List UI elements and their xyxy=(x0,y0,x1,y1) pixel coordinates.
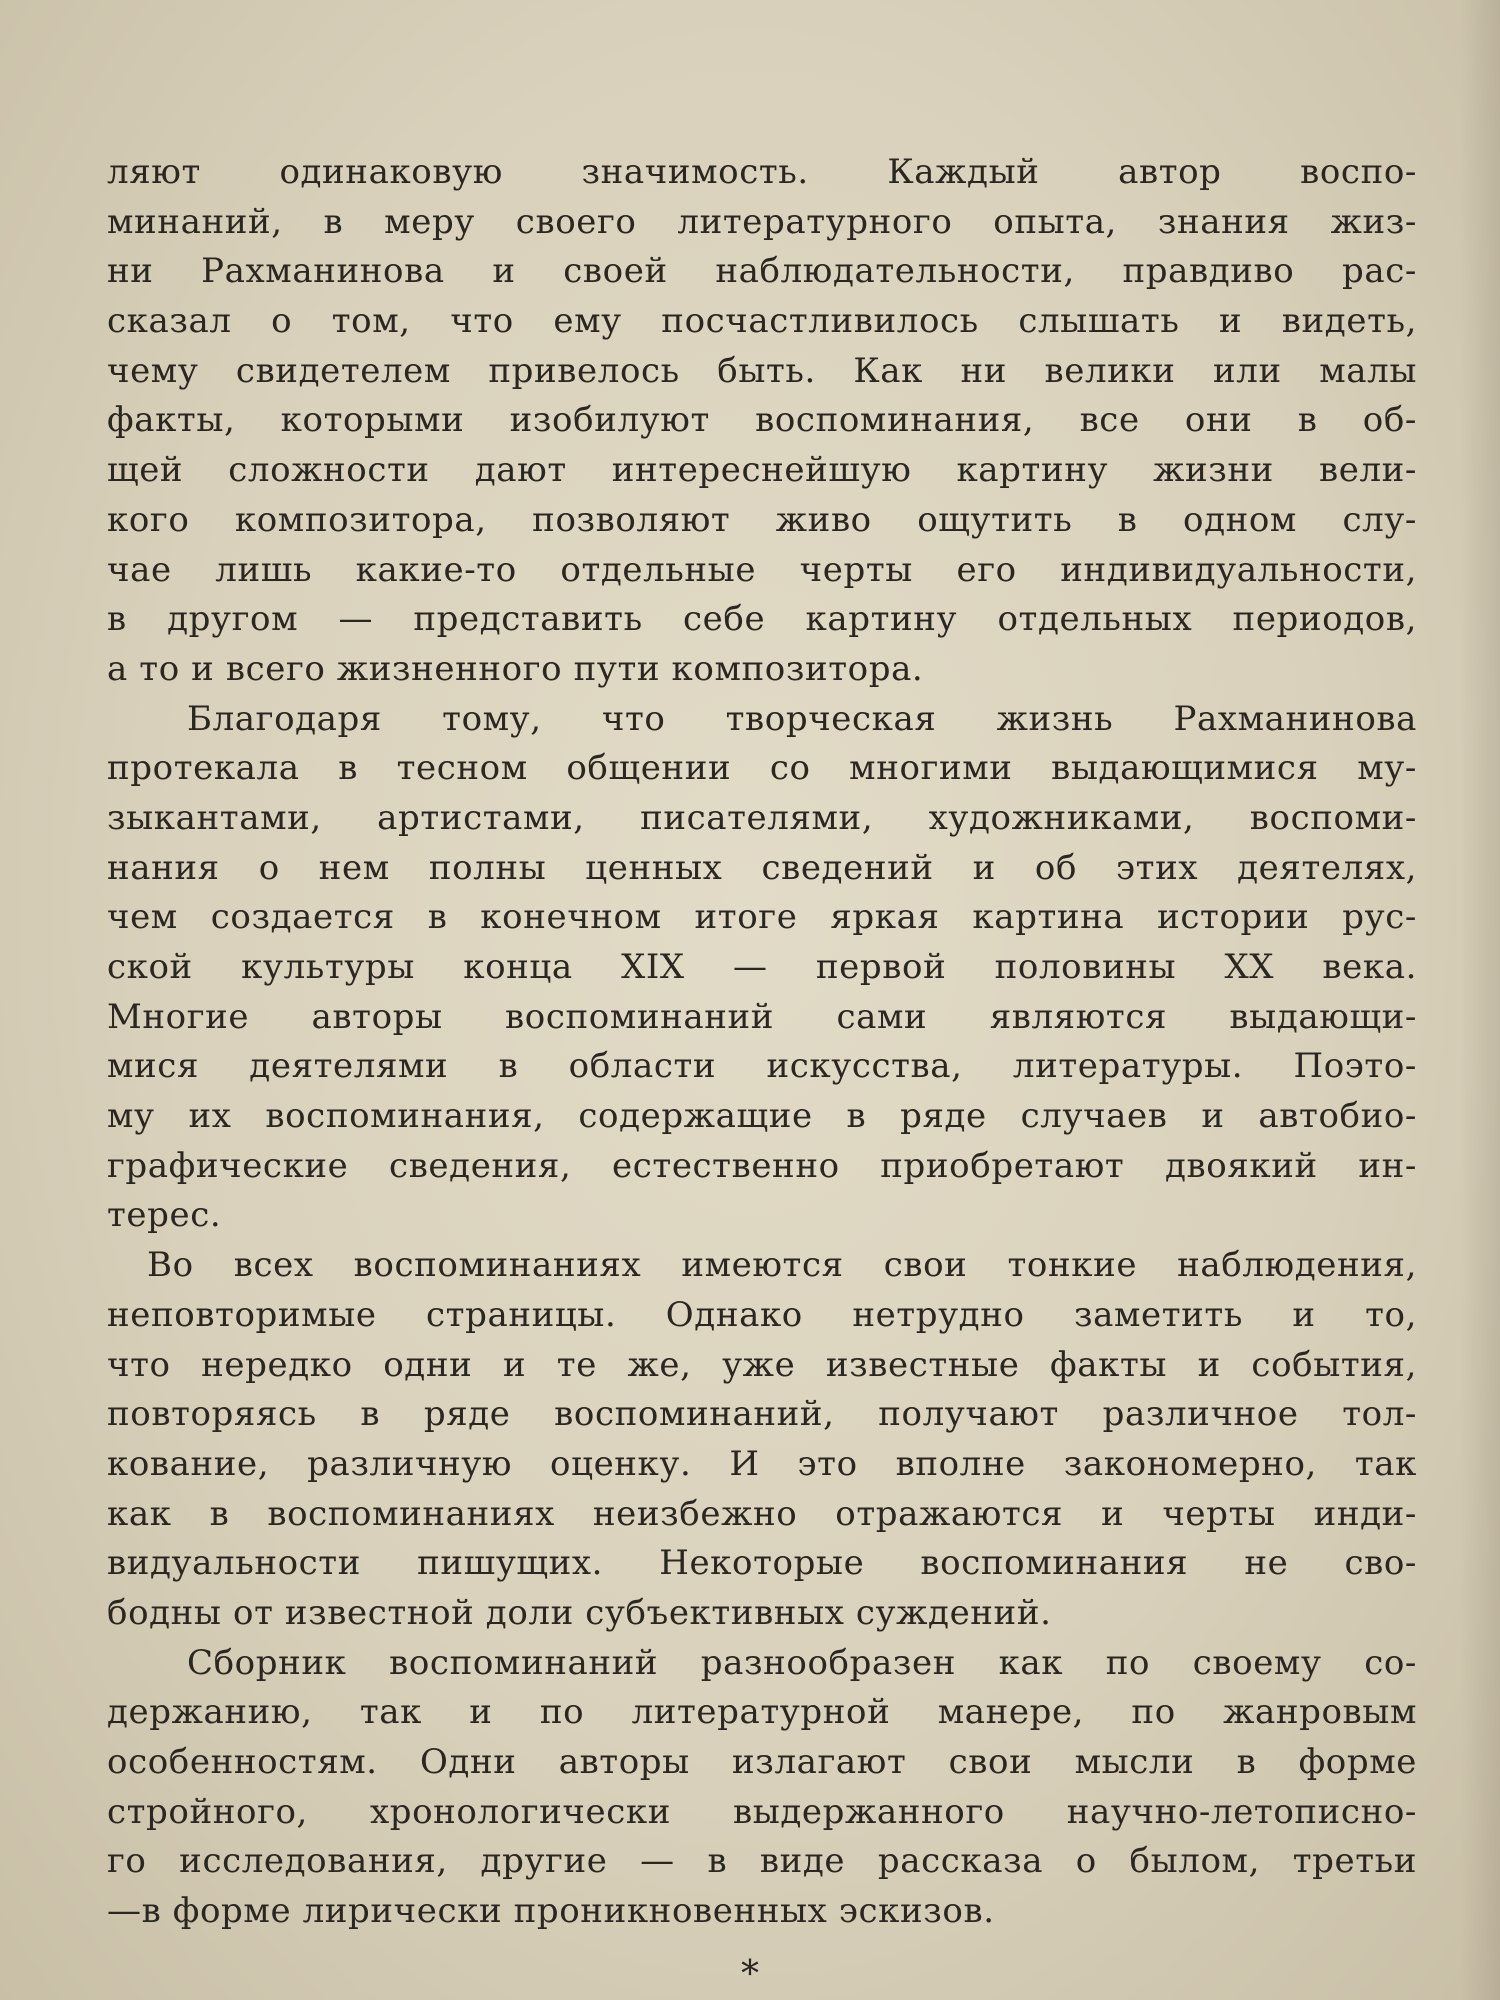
text-line: протекала в тесном общении со многими выдающимися му- xyxy=(107,748,1417,789)
text-line: ни Рахманинова и своей наблюдательности, правдиво рас- xyxy=(107,251,1417,292)
page-ornament: * xyxy=(741,1954,759,1995)
text-line: Многие авторы воспоминаний сами являются выдающи- xyxy=(107,996,1417,1037)
paragraph-2 xyxy=(107,695,1417,1242)
text-line: —в форме лирически проникновенных эскизов. xyxy=(107,1891,995,1932)
text-line: чему свидетелем привелось быть. Как ни велики или малы xyxy=(107,350,1417,391)
text-line: неповторимые страницы. Однако нетрудно заметить и то, xyxy=(107,1294,1417,1335)
text-line: терес. xyxy=(107,1195,222,1236)
page-text xyxy=(107,148,1417,1937)
text-line: что нередко одни и те же, уже известные факты и события, xyxy=(107,1344,1417,1385)
text-line: нания о нем полны ценных сведений и об этих деятелях, xyxy=(107,847,1417,888)
paragraph-4 xyxy=(107,1639,1417,1937)
text-line: графические сведения, естественно приобретают двоякий ин- xyxy=(107,1145,1417,1186)
text-line: му их воспоминания, содержащие в ряде случаев и автобио- xyxy=(107,1096,1417,1137)
text-line: го исследования, другие — в виде рассказа о былом, третьи xyxy=(107,1841,1417,1882)
text-line: минаний, в меру своего литературного опыта, знания жиз- xyxy=(107,201,1417,242)
text-line: факты, которыми изобилуют воспоминания, все они в об- xyxy=(107,400,1417,441)
text-line: щей сложности дают интереснейшую картину жизни вели- xyxy=(107,450,1417,491)
paragraph-1 xyxy=(107,148,1417,695)
text-line: Сборник воспоминаний разнообразен как по своему со- xyxy=(187,1642,1417,1683)
text-line: стройного, хронологически выдержанного научно-летописно- xyxy=(107,1791,1417,1832)
text-line: как в воспоминаниях неизбежно отражаются и черты инди- xyxy=(107,1493,1417,1534)
text-line: ской культуры конца XIX — первой половины XX века. xyxy=(107,947,1417,987)
text-line: особенностям. Одни авторы излагают свои мысли в форме xyxy=(107,1742,1417,1782)
text-line: повторяясь в ряде воспоминаний, получают различное тол- xyxy=(107,1394,1417,1435)
text-line: мися деятелями в области искусства, литературы. Поэто- xyxy=(107,1046,1417,1087)
text-line: ляют одинаковую значимость. Каждый автор воспо- xyxy=(107,152,1417,192)
text-line: кование, различную оценку. И это вполне закономерно, так xyxy=(107,1443,1417,1484)
text-line: в другом — представить себе картину отдельных периодов, xyxy=(107,599,1417,640)
text-line: чае лишь какие-то отдельные черты его индивидуальности, xyxy=(107,549,1417,590)
text-line: бодны от известной доли субъективных суждений. xyxy=(107,1592,1052,1633)
text-line: зыкантами, артистами, писателями, художниками, воспоми- xyxy=(107,797,1417,838)
text-line: а то и всего жизненного пути композитора. xyxy=(107,648,924,689)
text-line: Во всех воспоминаниях имеются свои тонкие наблюдения, xyxy=(147,1245,1417,1286)
text-line: Благодаря тому, что творческая жизнь Рахманинова xyxy=(187,698,1417,739)
text-line: видуальности пишущих. Некоторые воспоминания не сво- xyxy=(107,1543,1417,1584)
text-line: чем создается в конечном итоге яркая картина истории рус- xyxy=(107,897,1417,938)
paragraph-3 xyxy=(107,1241,1417,1639)
text-line: кого композитора, позволяют живо ощутить в одном слу- xyxy=(107,499,1417,540)
text-line: держанию, так и по литературной манере, по жанровым xyxy=(107,1692,1417,1733)
text-line: сказал о том, что ему посчастливилось слышать и видеть, xyxy=(107,301,1417,342)
